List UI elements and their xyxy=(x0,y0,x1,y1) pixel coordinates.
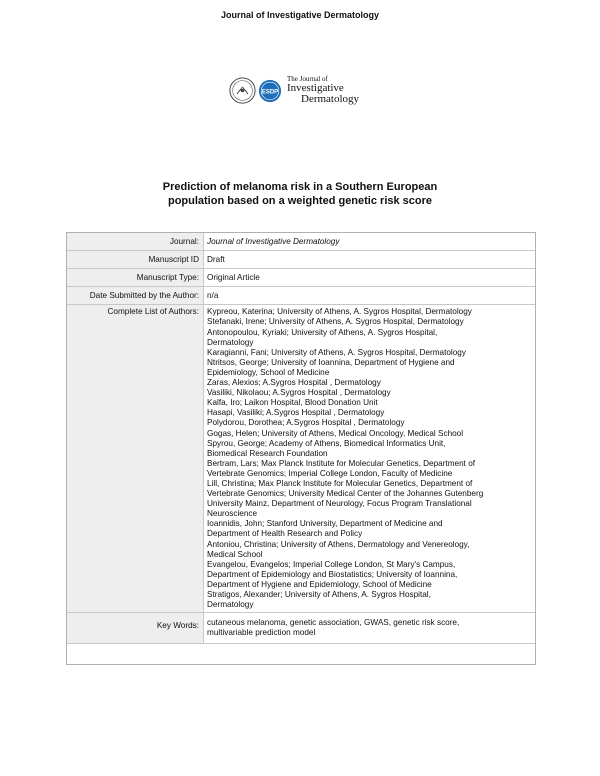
esdp-badge-text: ESDP xyxy=(261,88,279,95)
title-line-2: population based on a weighted genetic risk score xyxy=(167,195,433,207)
author-line: Evangelou, Evangelos; Imperial College London, St Mary's Campus, xyxy=(207,559,456,569)
author-line: Vertebrate Genomics; University Medical Center of the Johannes Gutenberg xyxy=(207,489,484,499)
author-line: Stefanaki, Irene; University of Athens, A. Sygros Hospital, Dermatology xyxy=(207,317,464,327)
date-submitted-value: n/a xyxy=(207,291,219,301)
author-line: Vasiliki, Nikolaou; A.Sygros Hospital , Dermatology xyxy=(207,388,391,398)
manuscript-id-value: Draft xyxy=(207,255,225,265)
manuscript-type-row xyxy=(67,268,535,286)
title-line-1: Prediction of melanoma risk in a Southern European xyxy=(162,181,438,193)
author-line: Polydorou, Dorothea; A.Sygros Hospital , Dermatology xyxy=(207,418,405,428)
author-line: Department of Health Research and Policy xyxy=(207,529,363,539)
logo-line-2: Investigative xyxy=(287,82,344,94)
author-line: Kypreou, Katerina; University of Athens, A. Sygros Hospital, Dermatology xyxy=(207,307,472,317)
journal-label: Journal: xyxy=(67,233,204,250)
author-line: Department of Hygiene and Epidemiology, School of Medicine xyxy=(207,579,432,589)
journal-logo-text xyxy=(287,76,359,105)
author-line: Bertram, Lars; Max Planck Institute for Molecular Genetics, Department of xyxy=(207,458,476,468)
author-line: Hasapi, Vasiliki; A.Sygros Hospital , Dermatology xyxy=(207,408,385,418)
author-line: Department of Epidemiology and Biostatistics; University of Ioannina, xyxy=(207,569,458,579)
keywords-line: multivariable prediction model xyxy=(207,628,316,638)
empty-row xyxy=(67,643,535,664)
author-line: Neuroscience xyxy=(207,509,258,519)
keywords-value xyxy=(204,613,535,643)
logo-line-1: The Journal of xyxy=(287,75,328,83)
esdp-badge-icon xyxy=(258,79,282,103)
author-line: Karagianni, Fani; University of Athens, A. Sygros Hospital, Dermatology xyxy=(207,347,466,357)
journal-logo xyxy=(229,76,359,105)
author-line: Medical School xyxy=(207,549,263,559)
authors-label: Complete List of Authors: xyxy=(67,305,204,612)
authors-row xyxy=(67,304,535,612)
society-seal-icon xyxy=(229,77,256,104)
authors-list xyxy=(204,305,535,612)
date-submitted-row xyxy=(67,286,535,304)
journal-row xyxy=(67,233,535,250)
article-title xyxy=(0,180,600,208)
author-line: Dermatology xyxy=(207,337,254,347)
keywords-label: Key Words: xyxy=(67,613,204,643)
logo-line-3: Dermatology xyxy=(301,93,360,105)
manuscript-id-label: Manuscript ID xyxy=(67,251,204,268)
author-line: Stratigos, Alexander; University of Athens, A. Sygros Hospital, xyxy=(207,590,431,599)
running-header: Journal of Investigative Dermatology xyxy=(220,10,380,20)
author-line: Ntritsos, George; University of Ioannina, Department of Hygiene and xyxy=(207,357,455,367)
author-line: Biomedical Research Foundation xyxy=(207,448,328,458)
author-line: Spyrou, George; Academy of Athens, Biomedical Informatics Unit, xyxy=(207,438,446,448)
author-line: Epidemiology, School of Medicine xyxy=(207,367,330,377)
manuscript-type-value: Original Article xyxy=(207,273,260,283)
author-line: Ioannidis, John; Stanford University, Department of Medicine and xyxy=(207,519,443,529)
author-line: University Mainz, Department of Neurology, Focus Program Translational xyxy=(207,499,472,509)
manuscript-id-row xyxy=(67,250,535,268)
journal-value: Journal of Investigative Dermatology xyxy=(207,237,340,246)
keywords-line: cutaneous melanoma, genetic association, GWAS, genetic risk score, xyxy=(207,618,460,628)
author-line: Gogas, Helen; University of Athens, Medical Oncology, Medical School xyxy=(207,428,464,438)
author-line: Kalfa, Iro; Laikon Hospital, Blood Donation Unit xyxy=(207,398,378,408)
author-line: Zaras, Alexios; A.Sygros Hospital , Dermatology xyxy=(207,378,381,388)
manuscript-type-label: Manuscript Type: xyxy=(67,269,204,286)
author-line: Antoniou, Christina; University of Athens, Dermatology and Venereology, xyxy=(207,539,470,549)
date-submitted-label: Date Submitted by the Author: xyxy=(67,287,204,304)
author-line: Dermatology xyxy=(207,600,254,610)
keywords-row xyxy=(67,612,535,643)
manuscript-metadata-table xyxy=(66,232,536,665)
author-line: Antonopoulou, Kyriaki; University of Athens, A. Sygros Hospital, xyxy=(207,327,438,337)
author-line: Lill, Christina; Max Planck Institute for Molecular Genetics, Department of xyxy=(207,478,473,488)
author-line: Vertebrate Genomics; Imperial College London, Faculty of Medicine xyxy=(207,468,453,478)
